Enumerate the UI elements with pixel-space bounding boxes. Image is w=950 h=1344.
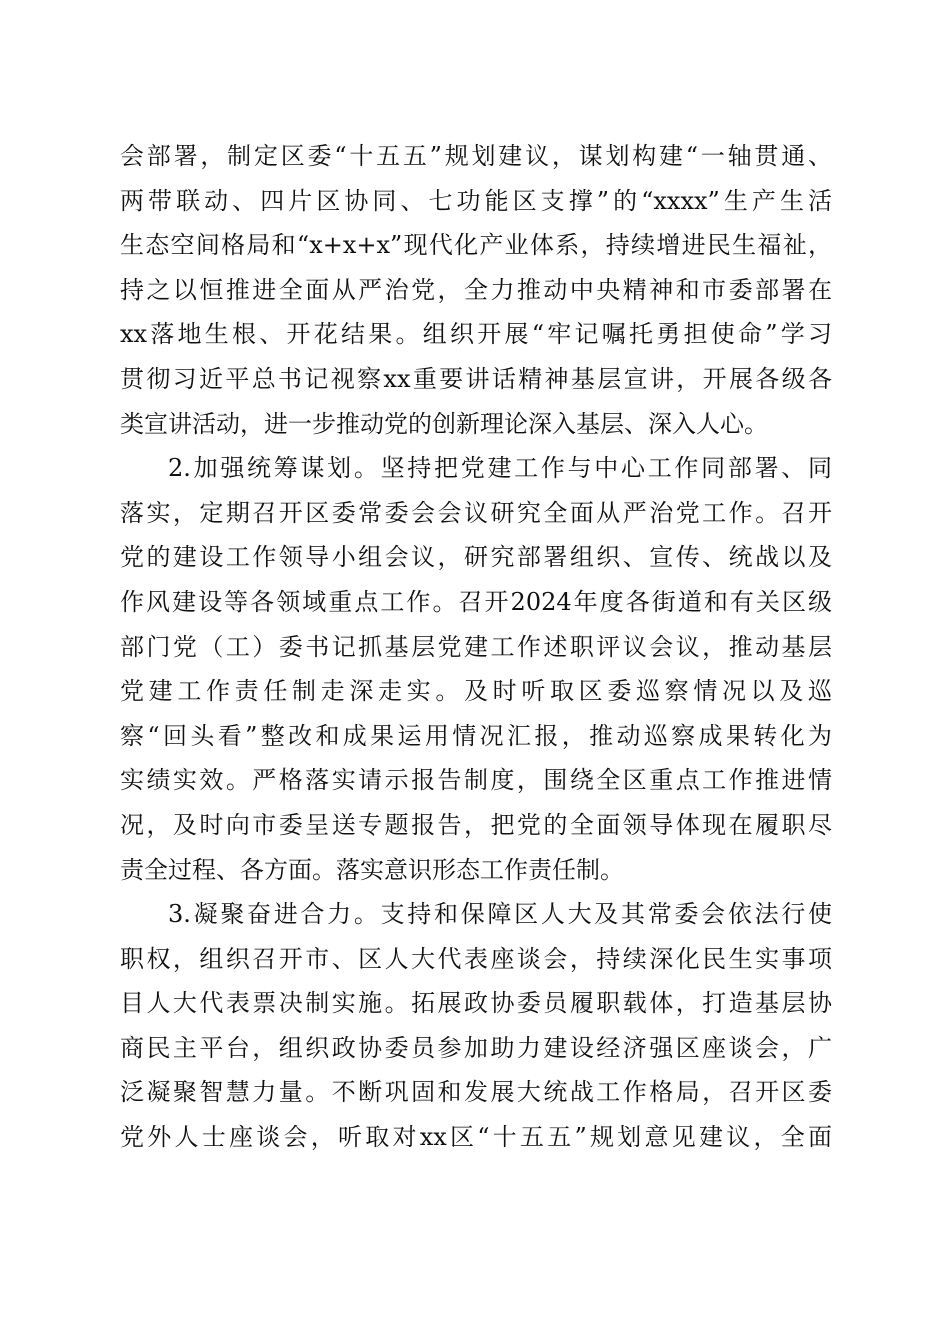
text-line: 3.凝聚奋进合力。支持和保障区人大及其常委会依法行使 xyxy=(168,900,832,929)
text-line: 况，及时向市委呈送专题报告，把党的全面领导体现在履职尽 xyxy=(120,810,832,839)
text-line: 生态空间格局和“x+x+x”现代化产业体系，持续增进民生福祉， xyxy=(120,231,832,260)
text-line: 两带联动、四片区协同、七功能区支撑”的“xxxx”生产生活 xyxy=(120,186,832,215)
text-line: 实绩实效。严格落实请示报告制度，围绕全区重点工作推进情 xyxy=(120,766,832,795)
text-line: 2.加强统筹谋划。坚持把党建工作与中心工作同部署、同 xyxy=(168,454,832,483)
text-line: 党的建设工作领导小组会议，研究部署组织、宣传、统战以及 xyxy=(120,543,832,572)
text-line: 泛凝聚智慧力量。不断巩固和发展大统战工作格局，召开区委 xyxy=(120,1078,832,1107)
text-line: xx落地生根、开花结果。组织开展“牢记嘱托勇担使命”学习 xyxy=(120,320,832,349)
text-line: 会部署，制定区委“十五五”规划建议，谋划构建“一轴贯通、 xyxy=(120,142,832,170)
text-line: 职权，组织召开市、区人大代表座谈会，持续深化民生实事项 xyxy=(120,944,832,973)
text-line: 落实，定期召开区委常委会会议研究全面从严治党工作。召开 xyxy=(120,498,832,527)
text-line: 类宣讲活动，进一步推动党的创新理论深入基层、深入人心。 xyxy=(120,409,768,438)
text-line: 察“回头看”整改和成果运用情况汇报，推动巡察成果转化为 xyxy=(120,721,832,750)
text-line: 党建工作责任制走深走实。及时听取区委巡察情况以及巡 xyxy=(120,677,832,706)
text-line: 贯彻习近平总书记视察xx重要讲话精神基层宣讲，开展各级各 xyxy=(120,364,832,393)
text-line: 部门党（工）委书记抓基层党建工作述职评议会议，推动基层 xyxy=(120,632,832,661)
text-line: 作风建设等各领域重点工作。召开2024年度各街道和有关区级 xyxy=(120,587,832,616)
body-text xyxy=(120,134,832,1160)
text-line: 持之以恒推进全面从严治党，全力推动中央精神和市委部署在 xyxy=(120,275,832,304)
text-line: 目人大代表票决制实施。拓展政协委员履职载体，打造基层协 xyxy=(120,989,832,1018)
text-line: 责全过程、各方面。落实意识形态工作责任制。 xyxy=(120,855,624,884)
text-line: 商民主平台，组织政协委员参加助力建设经济强区座谈会，广 xyxy=(120,1033,832,1062)
text-line: 党外人士座谈会，听取对xx区“十五五”规划意见建议，全面 xyxy=(120,1123,832,1152)
